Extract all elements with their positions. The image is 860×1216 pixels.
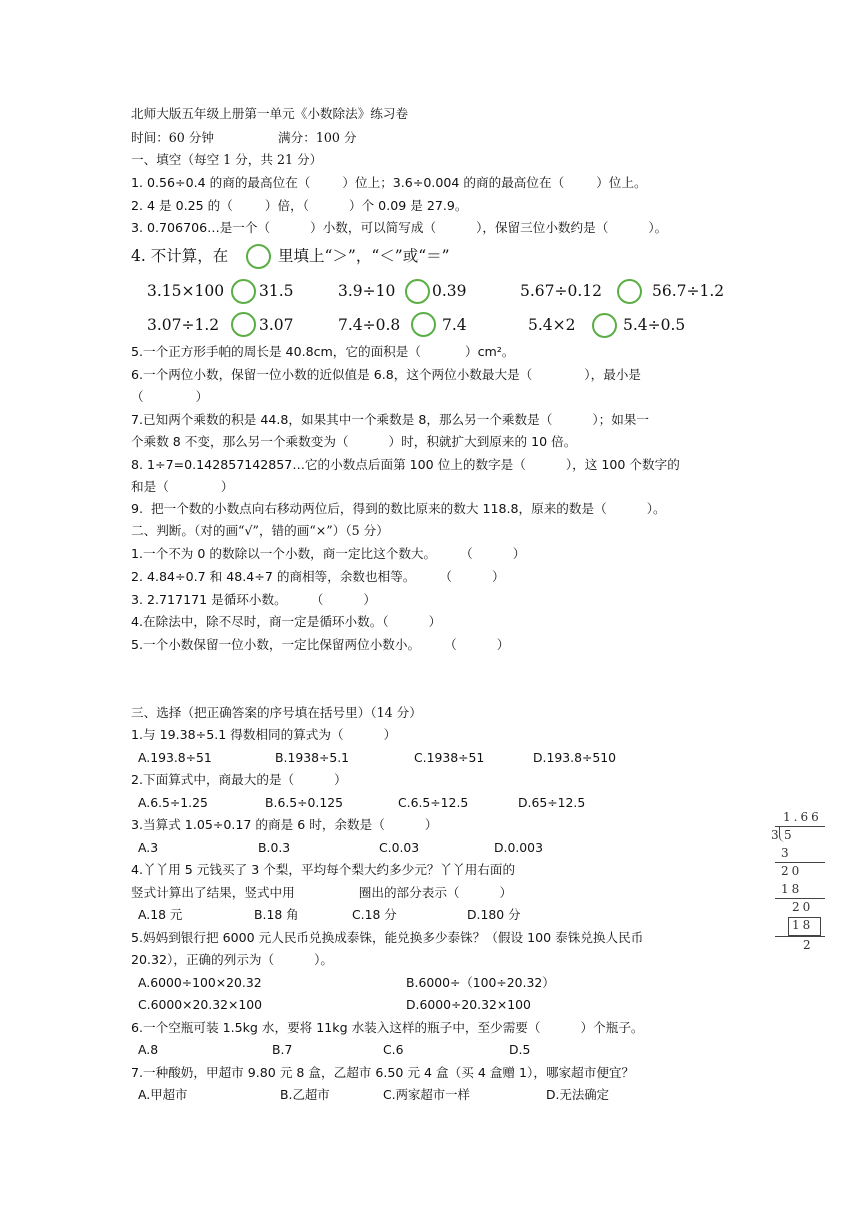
s1-q5: 5.一个正方形手帕的周长是 40.8cm，它的面积是（ ）cm²。 [131, 344, 515, 359]
s1-q7-line1: 7.已知两个乘数的积是 44.8，如果其中一个乘数是 8，那么另一个乘数是（ ）；如果一 [131, 412, 649, 427]
judge-item: 1.一个不为 0 的数除以一个小数，商一定比这个数大。 （ ） [131, 546, 526, 561]
s3-q6-stem: 6.一个空瓶可装 1.5kg 水，要将 11kg 水装入这样的瓶子中，至少需要（ ）个瓶子。 [131, 1020, 644, 1035]
option-a: A.193.8÷51 [138, 750, 212, 765]
compare-right: 5.4÷0.5 [623, 316, 686, 334]
option-c: C.1938÷51 [414, 750, 485, 765]
compare-circle-icon[interactable] [231, 312, 256, 337]
s1-q7-line2: 个乘数 8 不变，那么另一个乘数变为（ ）时，积就扩大到原来的 10 倍。 [131, 434, 577, 449]
s1-q6-line1: 6.一个两位小数，保留一位小数的近似值是 6.8，这个两位小数最大是（ ），最小是 [131, 367, 641, 382]
option-a: A.8 [138, 1042, 159, 1057]
judge-item: 2. 4.84÷0.7 和 48.4÷7 的商相等，余数也相等。 （ ） [131, 569, 505, 584]
s3-q4-stem-line1: 4.丫丫用 5 元钱买了 3 个梨，平均每个梨大约多少元？丫丫用右面的 [131, 862, 516, 877]
s1-q4-suffix: 里填上“＞”，“＜”或“＝” [278, 247, 450, 265]
option-a: A.6.5÷1.25 [138, 795, 208, 810]
compare-circle-icon[interactable] [405, 279, 430, 304]
option-b: B.18 角 [254, 907, 299, 922]
compare-right: 3.07 [259, 316, 294, 334]
compare-left: 3.15×100 [147, 282, 225, 300]
section1-heading: 一、填空（每空 1 分，共 21 分） [131, 152, 323, 167]
option-a: A.18 元 [138, 907, 183, 922]
option-c: C.6000×20.32×100 [138, 997, 263, 1012]
compare-right: 31.5 [259, 282, 294, 300]
judge-item: 4.在除法中，除不尽时，商一定是循环小数。（ ） [131, 614, 442, 629]
s3-q5-stem-line2: 20.32），正确的列示为（ ）。 [131, 952, 334, 967]
s3-q3-stem: 3.当算式 1.05÷0.17 的商是 6 时，余数是（ ） [131, 817, 438, 832]
compare-circle-icon[interactable] [411, 312, 436, 337]
division-row: 18 [781, 882, 803, 896]
s1-q2: 2. 4 是 0.25 的（ ）倍，（ ）个 0.09 是 27.9。 [131, 198, 468, 213]
judge-item: 5.一个小数保留一位小数，一定比保留两位小数小。 （ ） [131, 637, 510, 652]
judge-item: 3. 2.717171 是循环小数。 （ ） [131, 592, 376, 607]
compare-left: 5.67÷0.12 [520, 282, 603, 300]
compare-circle-icon[interactable] [617, 279, 642, 304]
s1-q4-prefix: 4. 不计算，在 [131, 247, 229, 265]
compare-right: 0.39 [432, 282, 467, 300]
division-row: 3 [781, 846, 792, 860]
option-d: D.无法确定 [546, 1087, 610, 1102]
section2-heading: 二、判断。（对的画“√”，错的画“×”）（5 分） [131, 523, 389, 538]
s3-q1-stem: 1.与 19.38÷5.1 得数相同的算式为（ ） [131, 727, 397, 742]
option-b: B.6.5÷0.125 [265, 795, 343, 810]
option-b: B.7 [272, 1042, 293, 1057]
paper-title: 北师大版五年级上册第一单元《小数除法》练习卷 [131, 106, 409, 121]
compare-right: 7.4 [442, 316, 467, 334]
s3-q2-stem: 2.下面算式中，商最大的是（ ） [131, 772, 347, 787]
division-quotient: 1.66 [783, 810, 822, 824]
compare-right: 56.7÷1.2 [652, 282, 725, 300]
option-d: D.5 [509, 1042, 531, 1057]
division-dividend: 5 [784, 828, 795, 842]
option-c: C.0.03 [379, 840, 420, 855]
compare-left: 3.9÷10 [338, 282, 396, 300]
option-c: C.两家超市一样 [383, 1087, 470, 1102]
compare-left: 7.4÷0.8 [338, 316, 401, 334]
s3-q7-stem: 7.一种酸奶，甲超市 9.80 元 8 盒，乙超市 6.50 元 4 盒（买 4 盒赠 1），哪家超市便宜？ [131, 1065, 635, 1080]
option-a: A.3 [138, 840, 159, 855]
option-d: D.6000÷20.32×100 [406, 997, 531, 1012]
section3-heading: 三、选择（把正确答案的序号填在括号里）（14 分） [131, 705, 422, 720]
s3-q4-stem-line2: 竖式计算出了结果，竖式中用 圈出的部分表示（ ） [131, 885, 513, 900]
option-b: B.6000÷（100÷20.32） [406, 975, 555, 990]
option-d: D.193.8÷510 [533, 750, 616, 765]
option-b: B.1938÷5.1 [275, 750, 350, 765]
division-row: 2 [803, 938, 814, 952]
s1-q9: 9. 把一个数的小数点向右移动两位后，得到的数比原来的数大 118.8，原来的数是（ ）。 [131, 501, 666, 516]
option-d: D.0.003 [494, 840, 543, 855]
compare-circle-icon[interactable] [592, 313, 617, 338]
option-c: C.6.5÷12.5 [398, 795, 469, 810]
option-b: B.乙超市 [280, 1087, 330, 1102]
division-line [775, 862, 825, 863]
s1-q1: 1. 0.56÷0.4 的商的最高位在（ ）位上；3.6÷0.004 的商的最高位在（ ）位上。 [131, 175, 647, 190]
division-row: 20 [792, 900, 814, 914]
s1-q3: 3. 0.706706…是一个（ ）小数，可以简写成（ ），保留三位小数约是（ ）。 [131, 220, 668, 235]
option-d: D.65÷12.5 [518, 795, 586, 810]
s1-q6-line2: （ ） [131, 389, 209, 404]
s1-q8-line1: 8. 1÷7=0.142857142857…它的小数点后面第 100 位上的数字是（ ），这 100 个数字的 [131, 457, 680, 472]
option-c: C.6 [383, 1042, 404, 1057]
time-score-line: 时间：60 分钟 满分：100 分 [131, 130, 357, 145]
answer-circle-icon[interactable] [246, 244, 271, 269]
division-line [775, 936, 825, 937]
compare-left: 5.4×2 [528, 316, 576, 334]
compare-left: 3.07÷1.2 [147, 316, 220, 334]
division-row: 20 [781, 864, 803, 878]
option-d: D.180 分 [467, 907, 521, 922]
option-a: A.6000÷100×20.32 [138, 975, 262, 990]
option-a: A.甲超市 [138, 1087, 188, 1102]
s3-q5-stem-line1: 5.妈妈到银行把 6000 元人民币兑换成泰铢，能兑换多少泰铢？（假设 100 泰铢兑换人民币 [131, 930, 644, 945]
division-line [775, 898, 825, 899]
s1-q8-line2: 和是（ ） [131, 479, 234, 494]
option-c: C.18 分 [352, 907, 397, 922]
compare-circle-icon[interactable] [231, 279, 256, 304]
division-divisor: 3 [771, 828, 782, 842]
option-b: B.0.3 [258, 840, 291, 855]
division-row: 18 [792, 918, 814, 932]
